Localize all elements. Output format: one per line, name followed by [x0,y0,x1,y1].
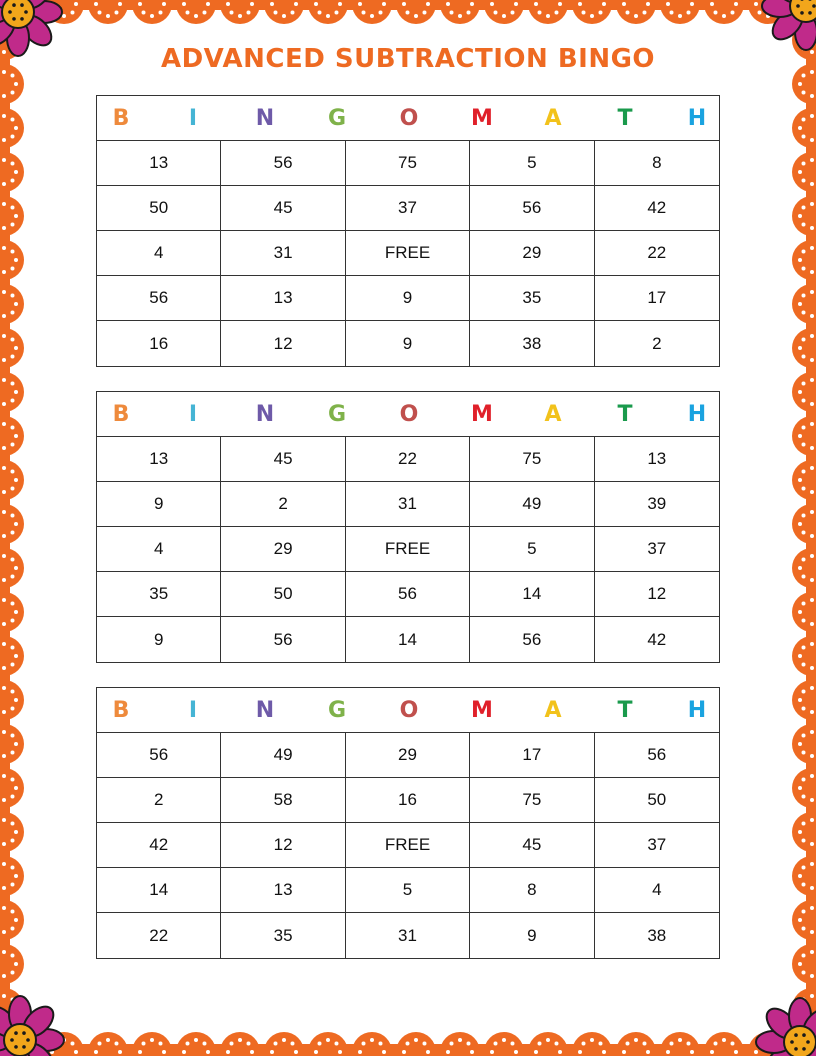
header-letter-i: I [188,401,198,427]
header-letter-g: G [327,401,347,427]
bingo-cell: 17 [595,276,719,321]
bingo-cell: 31 [346,913,470,958]
header-letter-m: M [471,697,493,723]
bingo-cell: 49 [221,733,345,778]
card-header [97,688,719,733]
bingo-cell: 4 [97,527,221,572]
card-grid [97,733,719,958]
bingo-cell: 9 [97,482,221,527]
bingo-cell: 56 [595,733,719,778]
bingo-cell: 12 [221,321,345,366]
header-letter-b: B [112,105,130,131]
bingo-cell: 35 [470,276,594,321]
bingo-cell: 13 [97,141,221,186]
bingo-cell: 9 [346,321,470,366]
free-space-cell: FREE [346,823,470,868]
bingo-cell: 9 [346,276,470,321]
header-letter-o: O [399,105,419,131]
header-letter-h: H [687,697,707,723]
card-grid [97,437,719,662]
bingo-cell: 56 [97,733,221,778]
bingo-cell: 22 [97,913,221,958]
bingo-card-2 [96,391,720,663]
bingo-cell: 5 [470,141,594,186]
bingo-cell: 2 [652,333,662,353]
bingo-cell: 75 [470,778,594,823]
bingo-cell: 31 [221,231,345,276]
bingo-cell: 5 [346,868,470,913]
bingo-cell: 29 [221,527,345,572]
header-letter-i: I [188,105,198,131]
bingo-cell: 56 [97,276,221,321]
header-letter-i: I [188,697,198,723]
header-letter-t: T [617,105,633,131]
header-letter-t: T [617,697,633,723]
card-grid [97,141,719,366]
bingo-card-1 [96,95,720,367]
bingo-cell: 50 [595,778,719,823]
bingo-cell: 50 [97,186,221,231]
header-letter-g: G [327,105,347,131]
bingo-cell: 29 [346,733,470,778]
header-letter-h: H [687,401,707,427]
bingo-cell: 42 [97,823,221,868]
bingo-cell: 58 [221,778,345,823]
bingo-cell: 75 [346,141,470,186]
header-letter-t: T [617,401,633,427]
bingo-cell: 14 [470,572,594,617]
bingo-cell: 50 [221,572,345,617]
bingo-cell: 12 [595,572,719,617]
bingo-cell: 13 [97,437,221,482]
header-letter-n: N [255,105,275,131]
bingo-card-3 [96,687,720,959]
header-letter-b: B [112,697,130,723]
bingo-cell: 49 [470,482,594,527]
bingo-cell: 38 [647,925,667,945]
bingo-cell: 31 [346,482,470,527]
header-letter-a: A [544,105,562,131]
bingo-cell: 4 [595,868,719,913]
bingo-cell: 56 [470,186,594,231]
bingo-cell: 12 [221,823,345,868]
bingo-cell: 56 [470,617,594,662]
bingo-cell: 38 [470,321,594,366]
header-letter-n: N [255,401,275,427]
bingo-cell: 9 [470,913,594,958]
bingo-cell: 42 [647,629,667,649]
bingo-cell: 56 [221,617,345,662]
card-header [97,96,719,141]
header-letter-a: A [544,401,562,427]
header-letter-m: M [471,401,493,427]
bingo-cell: 2 [221,482,345,527]
header-letter-o: O [399,401,419,427]
header-letter-o: O [399,697,419,723]
bingo-cell: 22 [595,231,719,276]
bingo-cell: 8 [595,141,719,186]
bingo-cell: 17 [470,733,594,778]
bingo-cell: 35 [97,572,221,617]
bingo-cell: 9 [97,617,221,662]
bingo-cell: 39 [595,482,719,527]
bingo-cell: 14 [346,617,470,662]
bingo-cell: 4 [97,231,221,276]
bingo-cell: 16 [97,321,221,366]
header-letter-n: N [255,697,275,723]
bingo-cell: 8 [470,868,594,913]
free-space-cell: FREE [346,231,470,276]
bingo-cell: 14 [97,868,221,913]
bingo-cell: 56 [346,572,470,617]
bingo-cell: 22 [346,437,470,482]
header-letter-g: G [327,697,347,723]
bingo-cell: 37 [595,527,719,572]
bingo-cell: 16 [346,778,470,823]
bingo-cell: 2 [97,778,221,823]
bingo-cell: 75 [470,437,594,482]
header-letter-m: M [471,105,493,131]
bingo-cell: 56 [221,141,345,186]
bingo-cell: 42 [595,186,719,231]
header-letter-b: B [112,401,130,427]
page-title: ADVANCED SUBTRACTION BINGO [160,44,656,74]
bingo-cell: 13 [221,276,345,321]
bingo-cell: 45 [470,823,594,868]
bingo-cell: 37 [346,186,470,231]
bingo-cell: 45 [221,437,345,482]
bingo-cell: 45 [221,186,345,231]
bingo-cell: 35 [221,913,345,958]
bingo-cell: 5 [470,527,594,572]
bingo-cell: 13 [221,868,345,913]
bingo-cell: 29 [470,231,594,276]
bingo-cell: 13 [595,437,719,482]
free-space-cell: FREE [346,527,470,572]
bingo-cell: 37 [595,823,719,868]
card-header [97,392,719,437]
header-letter-h: H [687,105,707,131]
header-letter-a: A [544,697,562,723]
